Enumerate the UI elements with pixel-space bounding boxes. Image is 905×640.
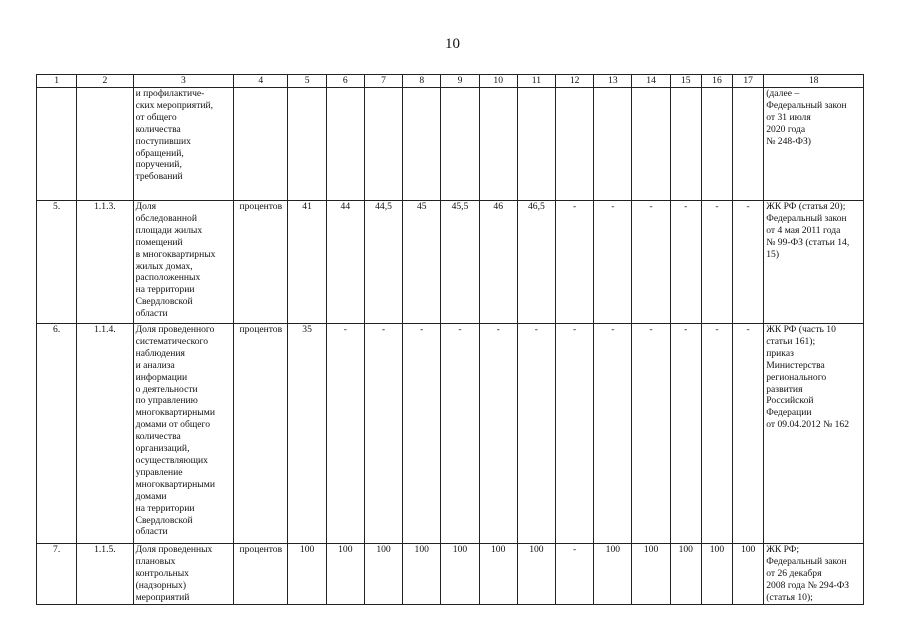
column-header: 17 xyxy=(733,75,764,88)
value-cell: - xyxy=(632,201,670,324)
indicators-table xyxy=(36,74,864,605)
column-header: 11 xyxy=(517,75,555,88)
value-cell xyxy=(288,88,326,201)
value-cell: - xyxy=(364,324,402,544)
value-cell: 100 xyxy=(733,544,764,605)
value-cell: - xyxy=(733,201,764,324)
value-cell: - xyxy=(326,324,364,544)
value-cell xyxy=(403,88,441,201)
unit-cell xyxy=(234,88,288,201)
value-cell: 100 xyxy=(670,544,701,605)
value-cell: 100 xyxy=(517,544,555,605)
value-cell: 45 xyxy=(403,201,441,324)
value-cell: 45,5 xyxy=(441,201,479,324)
table-row xyxy=(37,88,864,201)
value-cell: - xyxy=(632,324,670,544)
value-cell xyxy=(479,88,517,201)
value-cell xyxy=(701,88,732,201)
value-cell: - xyxy=(403,324,441,544)
value-cell: 100 xyxy=(594,544,632,605)
value-cell: - xyxy=(594,324,632,544)
value-cell: - xyxy=(701,324,732,544)
column-header: 16 xyxy=(701,75,732,88)
value-cell: - xyxy=(594,201,632,324)
value-cell: 35 xyxy=(288,324,326,544)
column-header: 10 xyxy=(479,75,517,88)
column-header: 8 xyxy=(403,75,441,88)
value-cell: 100 xyxy=(632,544,670,605)
value-cell xyxy=(441,88,479,201)
row-number-cell: 5. xyxy=(37,201,77,324)
value-cell: 100 xyxy=(441,544,479,605)
value-cell: 100 xyxy=(288,544,326,605)
value-cell: - xyxy=(517,324,555,544)
page-number: 10 xyxy=(445,36,460,52)
value-cell xyxy=(326,88,364,201)
indicator-name-cell: Доля обследованной площади жилых помещений в многоквартирных жилых домах, расположенных на территории Свердловской области xyxy=(133,201,234,324)
value-cell xyxy=(632,88,670,201)
row-number-cell: 7. xyxy=(37,544,77,605)
column-header: 15 xyxy=(670,75,701,88)
indicator-name-cell: Доля проведенных плановых контрольных (надзорных) мероприятий xyxy=(133,544,234,605)
value-cell xyxy=(364,88,402,201)
value-cell: 46,5 xyxy=(517,201,555,324)
table-row xyxy=(37,544,864,605)
column-header: 9 xyxy=(441,75,479,88)
row-number-cell xyxy=(37,88,77,201)
value-cell: - xyxy=(733,324,764,544)
value-cell: - xyxy=(701,201,732,324)
code-cell: 1.1.5. xyxy=(77,544,133,605)
value-cell: 46 xyxy=(479,201,517,324)
table-row xyxy=(37,324,864,544)
table-row xyxy=(37,201,864,324)
legal-basis-cell: ЖК РФ (часть 10 статьи 161); приказ Министерства регионального развития Российской Федерации от 09.04.2012 № 162 xyxy=(764,324,864,544)
column-header: 1 xyxy=(37,75,77,88)
column-header: 7 xyxy=(364,75,402,88)
value-cell: 100 xyxy=(479,544,517,605)
value-cell xyxy=(594,88,632,201)
row-number-cell: 6. xyxy=(37,324,77,544)
column-header: 18 xyxy=(764,75,864,88)
legal-basis-cell: (далее – Федеральный закон от 31 июля 2020 года № 248-ФЗ) xyxy=(764,88,864,201)
column-header: 13 xyxy=(594,75,632,88)
value-cell: 44,5 xyxy=(364,201,402,324)
value-cell: 100 xyxy=(403,544,441,605)
value-cell: 100 xyxy=(701,544,732,605)
value-cell xyxy=(517,88,555,201)
value-cell: 100 xyxy=(364,544,402,605)
value-cell: 41 xyxy=(288,201,326,324)
column-header: 6 xyxy=(326,75,364,88)
indicator-name-cell: Доля проведенного систематического наблюдения и анализа информации о деятельности по управлению многоквартирными домами от общего количества организаций, осуществляющих управление многоквартирными домами на территории Свердловской области xyxy=(133,324,234,544)
value-cell xyxy=(670,88,701,201)
column-header: 2 xyxy=(77,75,133,88)
value-cell: - xyxy=(556,201,594,324)
column-header: 14 xyxy=(632,75,670,88)
unit-cell: процентов xyxy=(234,201,288,324)
column-header: 3 xyxy=(133,75,234,88)
header-row xyxy=(37,75,864,88)
code-cell: 1.1.4. xyxy=(77,324,133,544)
value-cell: - xyxy=(670,201,701,324)
value-cell: - xyxy=(441,324,479,544)
value-cell xyxy=(733,88,764,201)
unit-cell: процентов xyxy=(234,544,288,605)
column-header: 12 xyxy=(556,75,594,88)
value-cell: 100 xyxy=(326,544,364,605)
value-cell: - xyxy=(479,324,517,544)
value-cell xyxy=(556,88,594,201)
code-cell xyxy=(77,88,133,201)
column-header: 5 xyxy=(288,75,326,88)
code-cell: 1.1.3. xyxy=(77,201,133,324)
unit-cell: процентов xyxy=(234,324,288,544)
legal-basis-cell: ЖК РФ; Федеральный закон от 26 декабря 2008 года № 294-ФЗ (статья 10); xyxy=(764,544,864,605)
value-cell: - xyxy=(556,544,594,605)
value-cell: - xyxy=(670,324,701,544)
value-cell: 44 xyxy=(326,201,364,324)
value-cell: - xyxy=(556,324,594,544)
legal-basis-cell: ЖК РФ (статья 20); Федеральный закон от 4 мая 2011 года № 99-ФЗ (статьи 14, 15) xyxy=(764,201,864,324)
indicator-name-cell: и профилактиче- ских мероприятий, от общего количества поступивших обращений, поручений, требований xyxy=(133,88,234,201)
column-header: 4 xyxy=(234,75,288,88)
